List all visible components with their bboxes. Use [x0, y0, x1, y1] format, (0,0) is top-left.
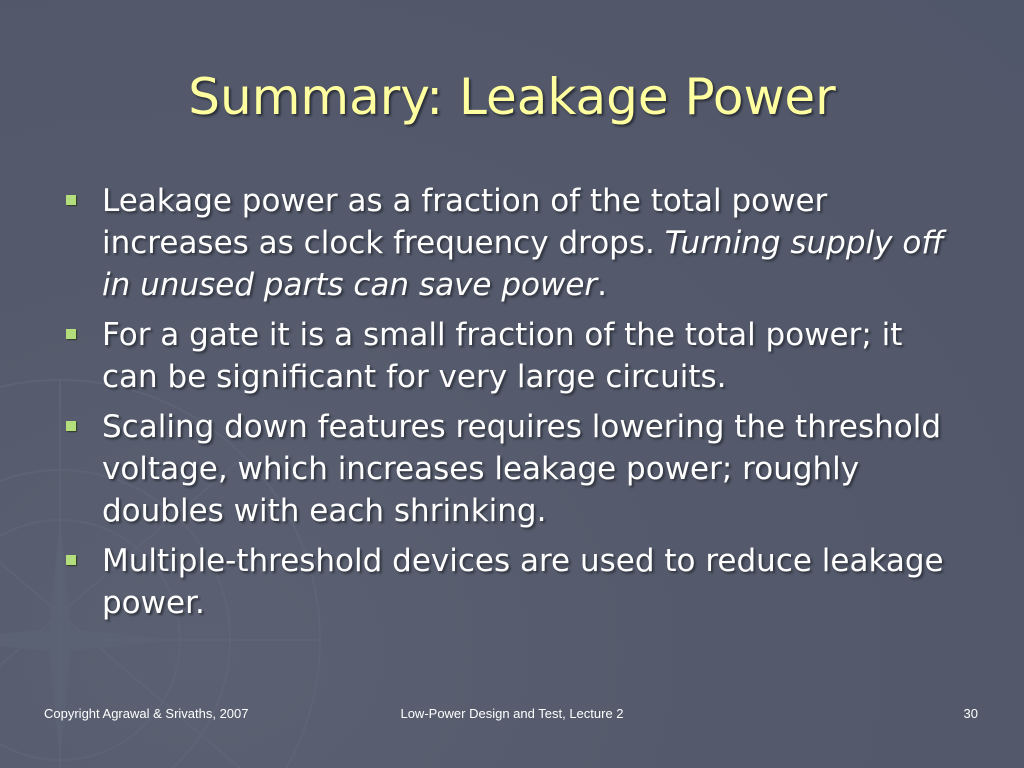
- footer-slide-number: 30: [963, 706, 978, 721]
- footer-lecture-title: Low-Power Design and Test, Lecture 2: [400, 706, 624, 721]
- bullet-item: [64, 406, 964, 532]
- bullet-emphasis-text: Turning supply off in unused parts can save power: [102, 225, 944, 303]
- square-bullet-icon: [66, 555, 76, 565]
- bullet-suffix: .: [597, 267, 608, 303]
- square-bullet-icon: [66, 421, 76, 431]
- bullet-item: [64, 540, 964, 624]
- bullet-text: For a gate it is a small fraction of the total power; it can be significant for very large circuits.: [102, 317, 903, 395]
- footer-copyright: Copyright Agrawal & Srivaths, 2007: [44, 706, 249, 721]
- square-bullet-icon: [66, 195, 76, 205]
- bullet-text: Leakage power as a fraction of the total power increases as clock frequency drops.: [102, 183, 828, 261]
- bullet-item: [64, 180, 964, 306]
- bullet-list: [64, 180, 964, 632]
- bullet-text: Multiple-threshold devices are used to reduce leakage power.: [102, 543, 944, 621]
- bullet-text: Scaling down features requires lowering the threshold voltage, which increases leakage power; roughly doubles with each shrinking.: [102, 409, 942, 529]
- square-bullet-icon: [66, 329, 76, 339]
- slide-title: Summary: Leakage Power: [188, 68, 836, 126]
- bullet-item: [64, 314, 964, 398]
